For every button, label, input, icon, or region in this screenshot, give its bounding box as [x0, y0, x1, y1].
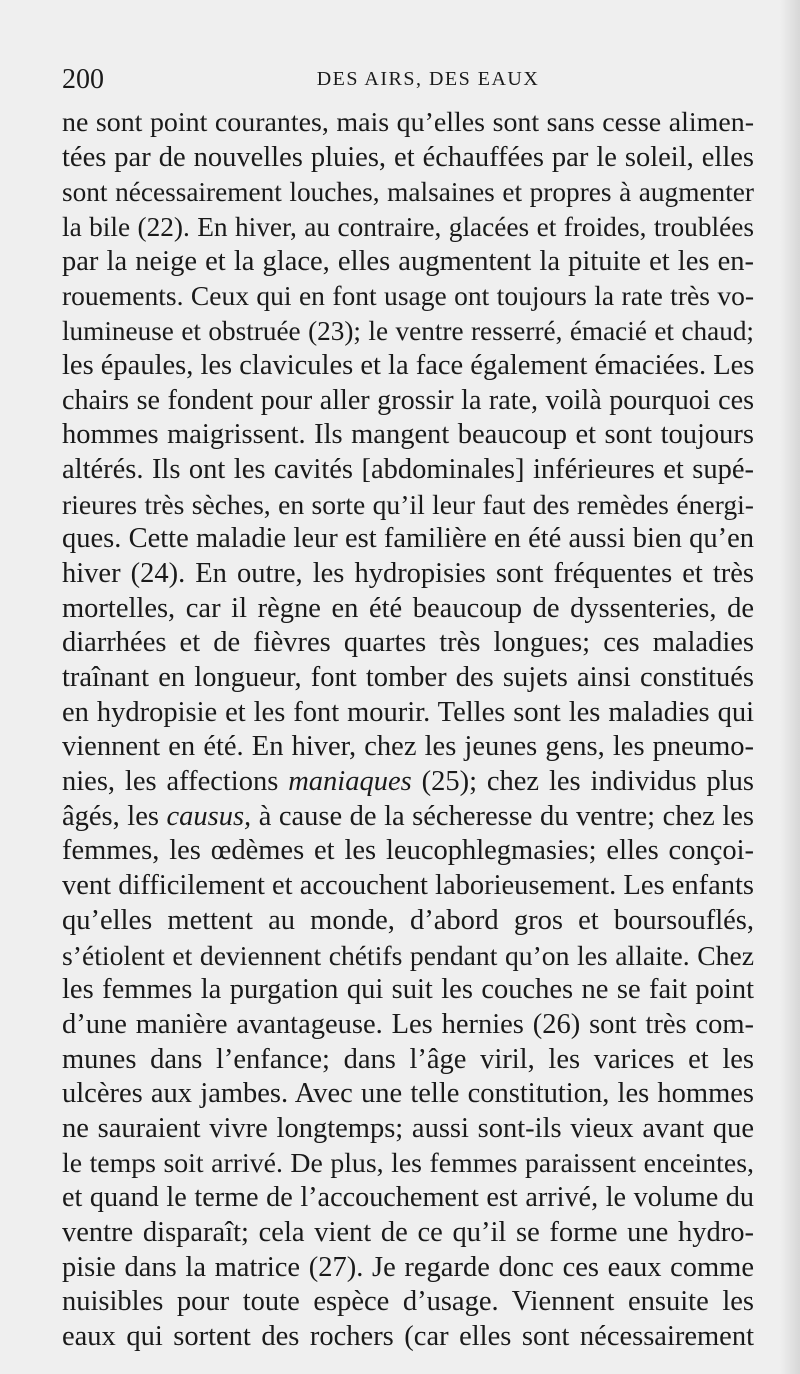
running-title: DES AIRS, DES EAUX: [316, 68, 540, 90]
text-line: vent difficilement et accouchent laborieusement. Les enfants: [62, 870, 754, 902]
text-run: (25); chez les individus plus: [411, 766, 754, 798]
text-line: ques. Cette maladie leur est familière en été aussi bien qu’en: [62, 523, 754, 555]
text-run: nies, les affections: [62, 766, 289, 798]
text-line: la bile (22). En hiver, au contraire, glacées et froides, troublées: [62, 212, 754, 243]
text-line: altérés. Ils ont les cavités [abdominales] inférieures et supé-: [62, 453, 754, 485]
text-line: le temps soit arrivé. De plus, les femmes paraissent enceintes,: [62, 1147, 754, 1179]
text-line: d’une manière avantageuse. Les hernies (26) sont très com-: [62, 1008, 754, 1040]
text-line: femmes, les œdèmes et les leucophlegmasies; elles conçoi-: [62, 835, 754, 867]
text-line: qu’elles mettent au monde, d’abord gros et boursouflés,: [62, 904, 754, 936]
text-line: eaux qui sortent des rochers (car elles sont nécessairement: [62, 1321, 754, 1353]
text-line: mortelles, car il règne en été beaucoup de dyssenteries, de: [62, 592, 754, 624]
text-line: diarrhées et de fièvres quartes très longues; ces maladies: [62, 627, 754, 659]
text-run: à cause de la sécheresse du ventre; chez les: [251, 800, 754, 832]
text-line: hommes maigrissent. Ils mangent beaucoup et sont toujours: [62, 419, 754, 451]
page-edge-shadow: [780, 0, 800, 1374]
running-head: [62, 60, 754, 100]
text-line: ulcères aux jambes. Avec une telle constitution, les hommes: [62, 1078, 754, 1110]
text-line: [62, 800, 754, 835]
text-line: s’étiolent et deviennent chétifs pendant qu’on les allaite. Chez: [62, 939, 754, 971]
page-number: 200: [62, 64, 104, 95]
text-line: ne sont point courantes, mais qu’elles sont sans cesse alimen-: [62, 107, 754, 138]
text-line: rieures très sèches, en sorte qu’il leur faut des remèdes énergi-: [62, 488, 754, 520]
text-line: ne sauraient vivre longtemps; aussi sont-ils vieux avant que: [62, 1112, 754, 1144]
text-line: traînant en longueur, font tomber des sujets ainsi constitués: [62, 662, 754, 693]
text-line: par la neige et la glace, elles augmentent la pituite et les en-: [62, 245, 754, 277]
text-line: nuisibles pour toute espèce d’usage. Viennent ensuite les: [62, 1286, 754, 1318]
text-line: les épaules, les clavicules et la face également émaciées. Les: [62, 349, 754, 381]
text-line: munes dans l’enfance; dans l’âge viril, les varices et les: [62, 1043, 754, 1075]
text-line: tées par de nouvelles pluies, et échauffées par le soleil, elles: [62, 141, 754, 173]
text-run: âgés, les: [62, 800, 167, 832]
text-line: sont nécessairement louches, malsaines et propres à augmenter: [62, 177, 754, 208]
body-text: [62, 106, 754, 1355]
text-line: hiver (24). En outre, les hydropisies sont fréquentes et très: [62, 557, 754, 589]
text-line: ventre disparaît; cela vient de ce qu’il se forme une hydro-: [62, 1217, 754, 1248]
italic-term: causus,: [166, 800, 252, 832]
text-line: [62, 765, 754, 800]
text-line: en hydropisie et les font mourir. Telles sont les maladies qui: [62, 696, 754, 728]
text-line: viennent en été. En hiver, chez les jeunes gens, les pneumo-: [62, 731, 754, 763]
italic-term: maniaques: [288, 766, 412, 798]
text-line: rouements. Ceux qui en font usage ont toujours la rate très vo-: [62, 280, 754, 312]
text-line: et quand le terme de l’accouchement est arrivé, le volume du: [62, 1182, 754, 1214]
text-line: chairs se fondent pour aller grossir la rate, voilà pourquoi ces: [62, 384, 754, 416]
text-line: les femmes la purgation qui suit les couches ne se fait point: [62, 974, 754, 1006]
text-line: lumineuse et obstruée (23); le ventre resserré, émacié et chaud;: [62, 316, 754, 347]
text-line: pisie dans la matrice (27). Je regarde donc ces eaux comme: [62, 1251, 754, 1283]
